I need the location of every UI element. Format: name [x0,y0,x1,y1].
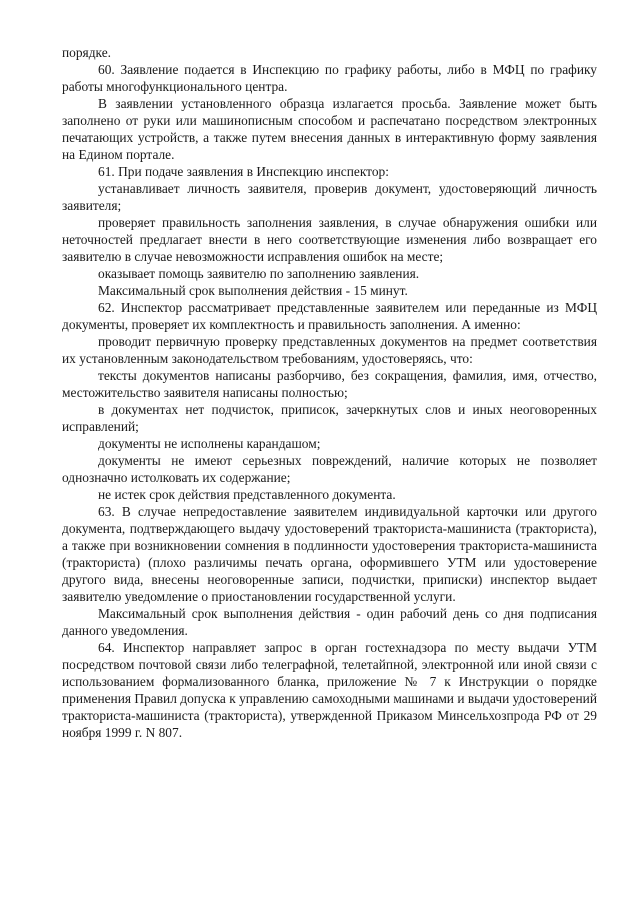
paragraph-63: 63. В случае непредоставление заявителем индивидуальной карточки или другого документа, подтверждающего выдачу удостоверений тракториста-машиниста (тракториста), а также при возникновении сомнения в подлинности удостоверения тракториста-машиниста (тракториста) (плохо различимы печать органа, оформившего УТМ или удостоверение другого вида, внесены неоговоренные записи, подчистки, приписки) инспектор выдает заявителю уведомление о приостановлении государственной услуги. [62,504,597,604]
paragraph-no-pencil: документы не исполнены карандашом; [98,436,321,451]
paragraph-not-expired: не истек срок действия представленного документа. [98,487,396,502]
paragraph-no-damage: документы не имеют серьезных повреждений, наличие которых не позволяет однозначно истолковать их содержание; [62,453,597,485]
paragraph-legible-text: тексты документов написаны разборчиво, без сокращения, фамилия, имя, отчество, местожительство заявителя написаны полностью; [62,368,597,400]
paragraph-max-time-one-day: Максимальный срок выполнения действия - один рабочий день со дня подписания данного уведомления. [62,606,597,638]
paragraph-max-time-15: Максимальный срок выполнения действия - 15 минут. [98,283,408,298]
paragraph-form-check: проверяет правильность заполнения заявления, в случае обнаружения ошибки или неточностей предлагает внести в него соответствующие изменения либо возвращает его заявителю в случае невозможности исправления ошибок на месте; [62,215,597,264]
paragraph-no-erasures: в документах нет подчисток, приписок, зачеркнутых слов и иных неоговоренных исправлений; [62,402,597,434]
paragraph-62: 62. Инспектор рассматривает представленные заявителем или переданные из МФЦ документы, проверяет их комплектность и правильность заполнения. А именно: [62,300,597,332]
paragraph-61: 61. При подаче заявления в Инспекцию инспектор: [98,164,389,179]
paragraph-60: 60. Заявление подается в Инспекцию по графику работы, либо в МФЦ по графику работы многофункционального центра. [62,62,597,94]
paragraph-primary-check: проводит первичную проверку представленных документов на предмет соответствия их установленным законодательством требованиям, удостоверяясь, что: [62,334,597,366]
document-body [62,44,597,741]
paragraph-identity-check: устанавливает личность заявителя, проверив документ, удостоверяющий личность заявителя; [62,181,597,213]
paragraph-64: 64. Инспектор направляет запрос в орган гостехнадзора по месту выдачи УТМ посредством почтовой связи либо телеграфной, телетайпной, электронной или иной связи с использованием формализованного бланка, приложение № 7 к Инструкции о порядке применения Правил допуска к управлению самоходными машинами и выдачи удостоверений тракториста-машиниста (тракториста), утвержденной Приказом Минсельхозпрода РФ от 29 ноября 1999 г. N 807. [62,640,597,740]
paragraph-application-form: В заявлении установленного образца излагается просьба. Заявление может быть заполнено от руки или машинописным способом и распечатано посредством электронных печатающих устройств, а также путем внесения данных в интерактивную форму заявления на Едином портале. [62,96,597,162]
paragraph-continuation: порядке. [62,45,111,60]
paragraph-assistance: оказывает помощь заявителю по заполнению заявления. [98,266,420,281]
